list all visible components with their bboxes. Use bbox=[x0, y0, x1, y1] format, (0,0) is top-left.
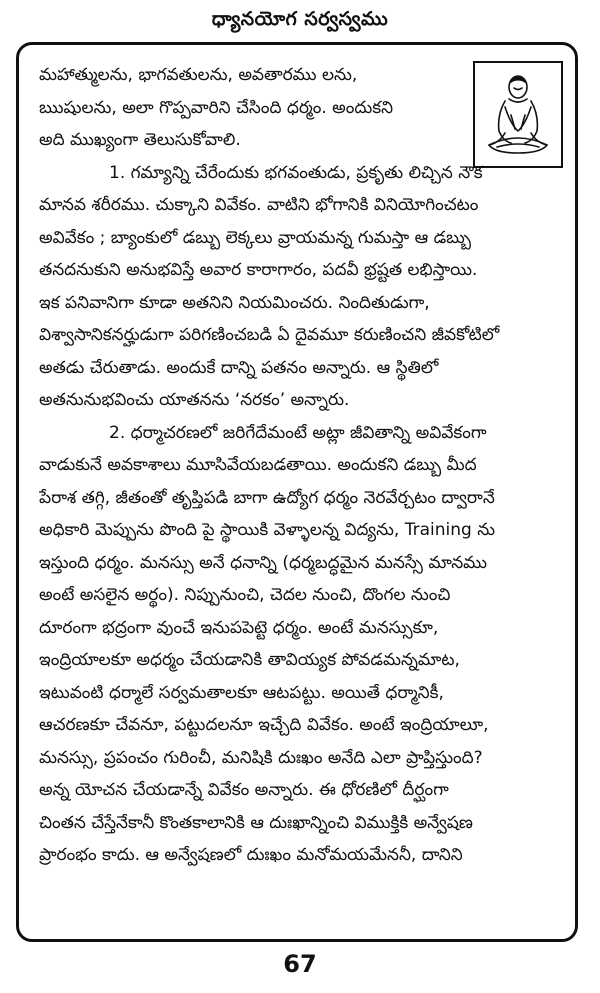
text-line: చింతన చేస్తేనేకానీ కొంతకాలానికి ఆ దుఃఖాన్నించి విముక్తికి అన్వేషణ bbox=[39, 812, 473, 833]
paragraph-start-line: 2. ధర్మాచరణలో జరిగేదేమంటే అట్లా జీవితాన్ని అవివేకంగా bbox=[109, 422, 487, 443]
text-line: అధికారి మెప్పును పొంది పై స్థాయికి వెళ్ళాలన్న విద్యను, Training ను bbox=[39, 520, 496, 540]
page-frame bbox=[16, 42, 578, 942]
text-line: మానవ శరీరము. చుక్కాని వివేకం. వాటిని భోగానికి వినియోగించటం bbox=[39, 195, 479, 215]
text-line: విశ్వాసానికనర్హుడుగా పరిగణించబడి ఏ దైవమూ కరుణించని జీవకోటిలో bbox=[39, 325, 500, 345]
text-line: ఆచరణకూ చేవనూ, పట్టుదలనూ ఇచ్చేది వివేకం. అంటే ఇంద్రియాలూ, bbox=[39, 715, 489, 735]
text-line: ప్రారంభం కాదు. ఆ అన్వేషణలో దుఃఖం మనోమయమేననీ, దానిని bbox=[39, 845, 463, 865]
text-line: ఇస్తుంది ధర్మం. మనస్సు అనే ధనాన్ని (ధర్మబద్ధమైన మనస్సే మానము bbox=[39, 552, 488, 573]
text-line: వాడుకునే అవకాశాలు మూసివేయబడతాయి. అందుకని డబ్బు మీద bbox=[39, 455, 477, 475]
text-line: అంటే అసలైన అర్థం). నిప్పునుంచి, చెదల నుంచి, దొంగల నుంచి bbox=[39, 585, 451, 605]
text-line: అది ముఖ్యంగా తెలుసుకోవాలి. bbox=[39, 130, 241, 150]
page-body-text bbox=[39, 59, 559, 872]
text-line: ఋషులను, అలా గొప్పవారిని చేసింది ధర్మం. అందుకని bbox=[39, 97, 394, 118]
paragraph-start-line: 1. గమ్యాన్ని చేరేందుకు భగవంతుడు, ప్రకృతు లిచ్చిన నౌక bbox=[109, 162, 483, 183]
text-line: దూరంగా భద్రంగా వుంచే ఇనుపపెట్టె ధర్మం. అంటే మనస్సుకూ, bbox=[39, 617, 439, 638]
text-line: ఇక పనివానిగా కూడా అతనిని నియమించరు. నిందితుడుగా, bbox=[39, 292, 430, 313]
text-line: మనస్సు, ప్రపంచం గురించీ, మనిషికి దుఃఖం అనేది ఎలా ప్రాప్తిస్తుంది? bbox=[39, 747, 483, 768]
running-header: ధ్యానయోగ సర్వస్వము bbox=[211, 8, 389, 30]
text-line: తనదనుకుని అనుభవిస్తే అవార కారాగారం, పదవీ భ్రష్టత లభిస్తాయి. bbox=[39, 260, 478, 280]
text-line: అన్న యోచన చేయడాన్నే వివేకం అన్నారు. ఈ ధోరణిలో దీర్ఘంగా bbox=[39, 780, 449, 800]
text-line: ఇటువంటి ధర్మాలే సర్వమతాలకూ ఆటపట్టు. అయితే ధర్మానికీ, bbox=[39, 682, 444, 703]
page-number: 67 bbox=[283, 950, 317, 978]
text-line: మహాత్ములను, భాగవతులను, అవతారము లను, bbox=[39, 65, 358, 85]
text-line: అతనునుభవించు యాతనను ‘నరకం’ అన్నారు. bbox=[39, 390, 350, 410]
text-line: ఇంద్రియాలకూ అధర్మం చేయడానికి తావియ్యక పోవడమన్నమాట, bbox=[39, 650, 460, 670]
text-line: అవివేకం ; బ్యాంకులో డబ్బు లెక్కలు వ్రాయమన్న గుమస్తా ఆ డబ్బు bbox=[39, 227, 472, 248]
text-line: అతడు చేరుతాడు. అందుకే దాన్ని పతనం అన్నారు. ఆ స్థితిలో bbox=[39, 357, 439, 378]
text-line: పేరాశ తగ్గి, జీతంతో తృప్తిపడి బాగా ఉద్యోగ ధర్మం నెరవేర్చటం ద్వారానే bbox=[39, 487, 495, 508]
